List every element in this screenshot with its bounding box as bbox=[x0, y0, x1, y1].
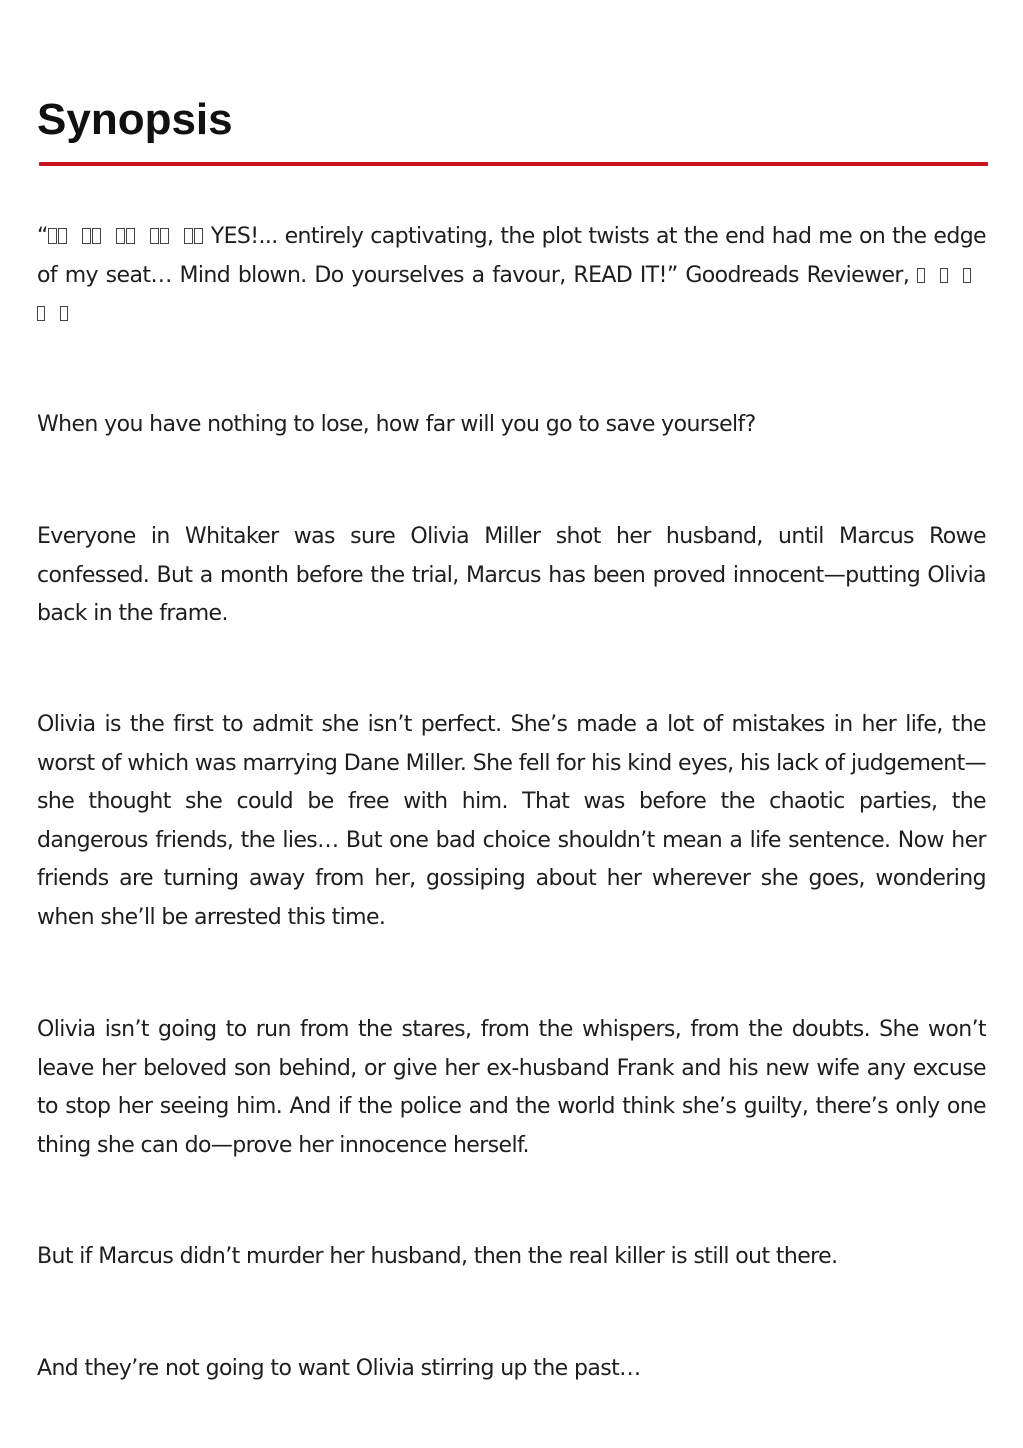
missing-glyph-star-icon bbox=[940, 268, 948, 283]
missing-glyph-star-icon bbox=[82, 218, 102, 257]
page-title: Synopsis bbox=[37, 95, 233, 144]
missing-glyph-star-icon bbox=[116, 218, 136, 257]
missing-glyph-star-icon bbox=[60, 306, 68, 321]
synopsis-paragraph-2: Olivia is the first to admit she isn’t perfect. She’s made a lot of mistakes in her life, the worst of which was marrying Dane Miller. She fell for his kind eyes, his lack of judgement—she thought she could be free with him. That was before the chaotic parties, the dangerous friends, the lies… But one bad choice shouldn’t mean a life sentence. Now her friends are turning away from her, gossiping about her wherever she goes, wondering when she’ll be arrested this time. bbox=[37, 712, 986, 930]
missing-glyph-star-icon bbox=[37, 306, 45, 321]
missing-glyph-star-icon bbox=[963, 268, 971, 283]
synopsis-paragraph-1: Everyone in Whitaker was sure Olivia Miller shot her husband, until Marcus Rowe confessed. But a month before the trial, Marcus has been proved innocent—putting Olivia back in the frame. bbox=[37, 524, 986, 627]
review-quote bbox=[37, 218, 986, 334]
quote-open-mark: “ bbox=[37, 224, 48, 249]
title-underline-rule bbox=[39, 162, 988, 166]
tagline-paragraph: When you have nothing to lose, how far will you go to save yourself? bbox=[37, 412, 756, 437]
missing-glyph-star-icon bbox=[48, 218, 68, 257]
synopsis-paragraph-3: Olivia isn’t going to run from the stares, from the whispers, from the doubts. She won’t leave her beloved son behind, or give her ex-husband Frank and his new wife any excuse to stop her seeing him. And if the police and the world think she’s guilty, there’s only one thing she can do—prove her innocence herself. bbox=[37, 1017, 986, 1158]
review-quote-text: YES!... entirely captivating, the plot twists at the end had me on the edge of my seat… Mind blown. Do yourselves a favour, READ IT!” Goodreads Reviewer, bbox=[37, 224, 986, 288]
missing-glyph-star-icon bbox=[184, 218, 204, 257]
missing-glyph-star-icon bbox=[917, 268, 925, 283]
synopsis-closing-line: And they’re not going to want Olivia stirring up the past… bbox=[37, 1356, 641, 1381]
synopsis-paragraph-4: But if Marcus didn’t murder her husband, then the real killer is still out there. bbox=[37, 1244, 838, 1269]
missing-glyph-star-icon bbox=[150, 218, 170, 257]
